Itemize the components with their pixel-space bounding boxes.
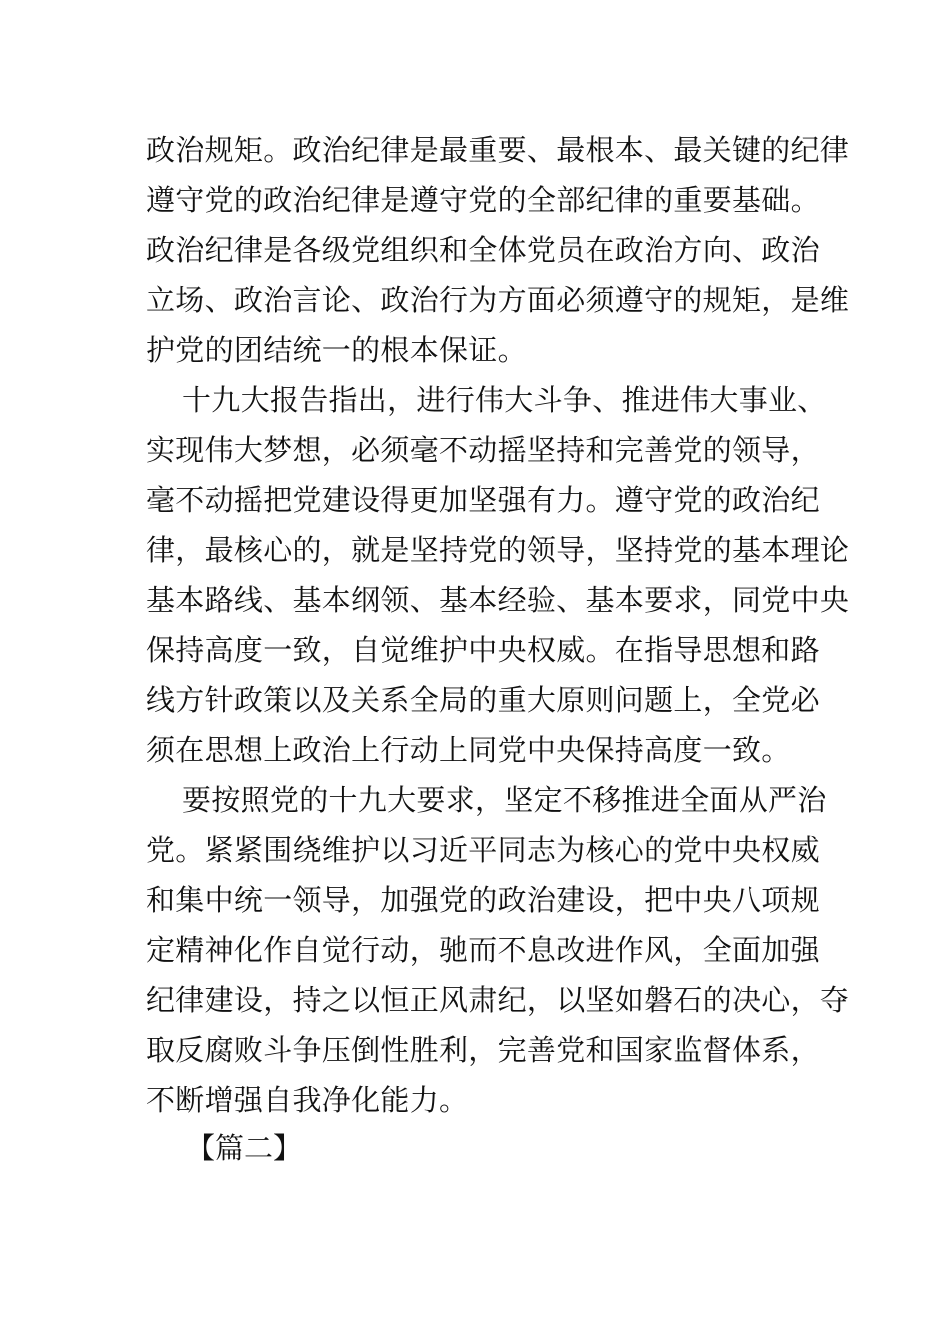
text-line: 护党的团结统一的根本保证。: [146, 333, 527, 367]
text-line: 政治规矩。政治纪律是最重要、最根本、最关键的纪律: [146, 133, 850, 167]
text-line: 政治纪律是各级党组织和全体党员在政治方向、政治: [146, 233, 820, 267]
text-line: 线方针政策以及关系全局的重大原则问题上，全党必: [146, 683, 820, 717]
text-line: 律，最核心的，就是坚持党的领导，坚持党的基本理论: [146, 533, 850, 567]
text-line: 十九大报告指出，进行伟大斗争、推进伟大事业、: [182, 383, 827, 417]
text-line: 纪律建设，持之以恒正风肃纪，以坚如磐石的决心，夺: [146, 983, 850, 1017]
text-line: 不断增强自我净化能力。: [146, 1083, 469, 1117]
text-line: 要按照党的十九大要求，坚定不移推进全面从严治: [182, 783, 827, 817]
text-line: 遵守党的政治纪律是遵守党的全部纪律的重要基础。: [146, 183, 820, 217]
section-heading: 【篇二】: [186, 1131, 303, 1165]
text-line: 实现伟大梦想，必须毫不动摇坚持和完善党的领导，: [146, 433, 820, 467]
text-line: 取反腐败斗争压倒性胜利，完善党和国家监督体系，: [146, 1033, 820, 1067]
text-line: 立场、政治言论、政治行为方面必须遵守的规矩，是维: [146, 283, 850, 317]
text-line: 须在思想上政治上行动上同党中央保持高度一致。: [146, 733, 791, 767]
text-line: 毫不动摇把党建设得更加坚强有力。遵守党的政治纪: [146, 483, 820, 517]
text-line: 定精神化作自觉行动，驰而不息改进作风，全面加强: [146, 933, 820, 967]
text-line: 党。紧紧围绕维护以习近平同志为核心的党中央权威: [146, 833, 820, 867]
text-line: 基本路线、基本纲领、基本经验、基本要求，同党中央: [146, 583, 850, 617]
text-line: 保持高度一致，自觉维护中央权威。在指导思想和路: [146, 633, 820, 667]
text-line: 和集中统一领导，加强党的政治建设，把中央八项规: [146, 883, 820, 917]
